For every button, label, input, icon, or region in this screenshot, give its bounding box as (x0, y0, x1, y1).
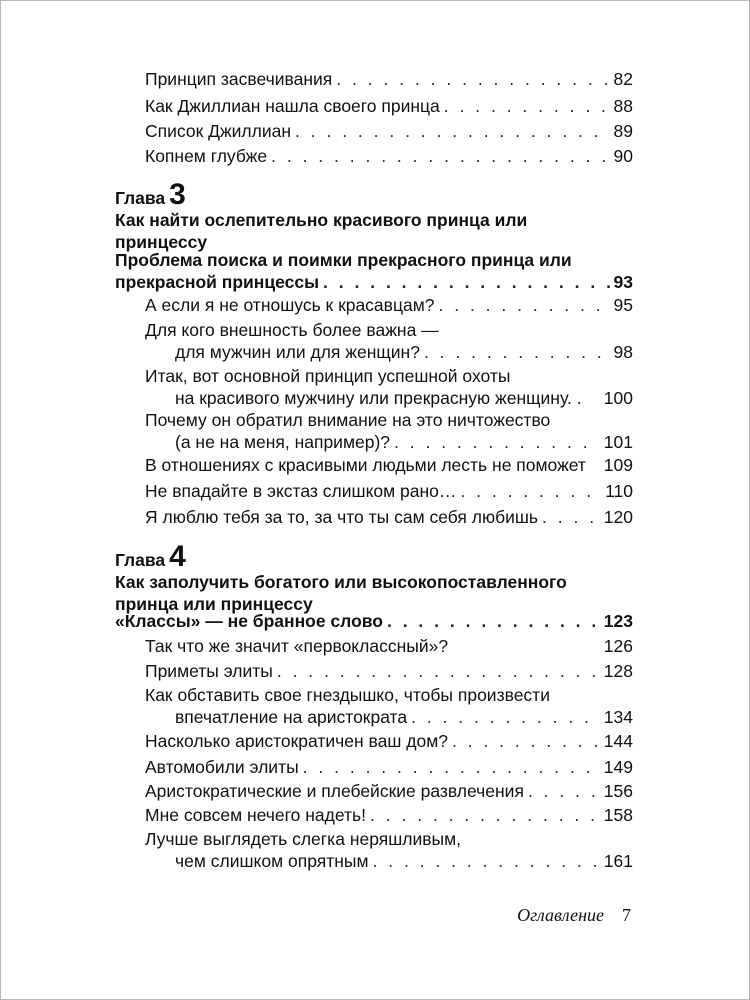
leader-dots (394, 431, 600, 453)
entry-title: Как Джиллиан нашла своего принца (145, 96, 440, 116)
chapter-heading (115, 540, 633, 615)
entry-title: Мне совсем нечего надеть! (145, 805, 367, 825)
toc-entry[interactable] (145, 780, 633, 802)
leader-dots (411, 706, 600, 728)
toc-entry[interactable] (145, 828, 633, 872)
leader-dots (439, 294, 610, 316)
leader-dots (277, 660, 600, 682)
entry-page: 158 (603, 805, 633, 825)
entry-page: 88 (613, 96, 633, 116)
chapter-title: Как заполучить богатого или высокопоставленного (115, 572, 567, 592)
toc-entry[interactable] (145, 480, 633, 502)
leader-dots (424, 341, 610, 363)
toc-entry[interactable] (145, 506, 633, 528)
entry-page: 144 (603, 731, 633, 751)
entry-page: 109 (603, 455, 633, 475)
entry-title: Как обставить свое гнездышко, чтобы произвести (145, 685, 550, 705)
entry-title: Почему он обратил внимание на это ничтожество (145, 410, 551, 430)
section-title: Проблема поиска и поимки прекрасного принца или (115, 250, 572, 270)
leader-dots (460, 480, 601, 502)
leader-dots (444, 95, 610, 117)
entry-page: 89 (613, 121, 633, 141)
chapter-label: Глава (115, 550, 166, 570)
section-page: 123 (603, 611, 633, 631)
entry-page: 161 (603, 851, 633, 871)
entry-page: 110 (605, 481, 633, 501)
page-footer (517, 905, 631, 926)
toc-entry[interactable] (145, 95, 633, 117)
entry-title: А если я не отношусь к красавцам? (145, 295, 435, 315)
entry-title: Я люблю тебя за то, за что ты сам себя любишь (145, 507, 539, 527)
leader-dots (387, 610, 600, 632)
entry-page: 100 (603, 388, 633, 408)
leader-dots (370, 804, 600, 826)
entry-page: 128 (603, 661, 633, 681)
entry-title: для мужчин или для женщин? (175, 342, 420, 362)
entry-page: 82 (613, 69, 633, 89)
leader-dots (323, 271, 609, 293)
toc-entry[interactable] (145, 68, 633, 90)
entry-title: впечатление на аристократа (175, 707, 408, 727)
leader-dots (271, 145, 609, 167)
entry-page: 120 (603, 507, 633, 527)
toc-entry[interactable] (145, 730, 633, 752)
toc-entry[interactable] (145, 319, 633, 363)
toc-entry[interactable] (145, 804, 633, 826)
section-title: прекрасной принцессы (115, 272, 320, 292)
toc-entry[interactable] (145, 635, 633, 657)
entry-page: 98 (613, 342, 633, 362)
toc-entry[interactable] (145, 145, 633, 167)
entry-page: 156 (603, 781, 633, 801)
chapter-title: Как найти ослепительно красивого принца или (115, 210, 528, 230)
entry-title: Не впадайте в экстаз слишком рано… (145, 481, 457, 501)
leader-dots (303, 756, 600, 778)
chapter-heading (115, 178, 633, 253)
toc-entry[interactable] (145, 660, 633, 682)
leader-dots (295, 120, 610, 142)
entry-title: Так что же значит «первоклассный»? (145, 636, 449, 656)
entry-title: Копнем глубже (145, 146, 268, 166)
entry-title: Итак, вот основной принцип успешной охоты (145, 366, 511, 386)
chapter-label: Глава (115, 188, 166, 208)
running-title: Оглавление (517, 905, 604, 925)
toc-entry[interactable] (145, 409, 633, 453)
chapter-number: 4 (169, 540, 186, 573)
entry-page: 101 (603, 432, 633, 452)
leader-dots (452, 730, 600, 752)
chapter-title: принца или принцессу (115, 594, 313, 614)
entry-page: 90 (613, 146, 633, 166)
leader-dots (542, 506, 600, 528)
entry-title: Приметы элиты (145, 661, 273, 681)
toc-entry[interactable] (145, 294, 633, 316)
entry-title: на красивого мужчину или прекрасную женщину. . (175, 388, 582, 408)
entry-page: 95 (613, 295, 633, 315)
chapter-number: 3 (169, 178, 186, 211)
entry-title: Список Джиллиан (145, 121, 292, 141)
toc-entry[interactable] (145, 365, 633, 409)
page-number: 7 (622, 905, 631, 925)
section-page: 93 (613, 272, 633, 292)
toc-entry[interactable] (145, 684, 633, 728)
entry-title: чем слишком опрятным (175, 851, 369, 871)
toc-section[interactable] (115, 249, 633, 293)
entry-page: 149 (603, 757, 633, 777)
toc-section[interactable] (115, 610, 633, 632)
toc-entry[interactable] (145, 120, 633, 142)
entry-title: В отношениях с красивыми людьми лесть не поможет (145, 455, 586, 475)
entry-title: (а не на меня, например)? (175, 432, 391, 452)
leader-dots (528, 780, 600, 802)
entry-page: 126 (603, 636, 633, 656)
toc-entry[interactable] (145, 756, 633, 778)
toc-entry[interactable] (145, 454, 633, 476)
leader-dots (373, 850, 600, 872)
section-title: «Классы» — не бранное слово (115, 611, 383, 631)
entry-page: 134 (603, 707, 633, 727)
entry-title: Лучше выглядеть слегка неряшливым, (145, 829, 462, 849)
leader-dots (336, 68, 609, 90)
entry-title: Насколько аристократичен ваш дом? (145, 731, 448, 751)
chapter-title: принцессу (115, 232, 208, 252)
entry-title: Автомобили элиты (145, 757, 299, 777)
entry-title: Для кого внешность более важна — (145, 320, 439, 340)
entry-title: Принцип засвечивания (145, 69, 333, 89)
entry-title: Аристократические и плебейские развлечения (145, 781, 524, 801)
